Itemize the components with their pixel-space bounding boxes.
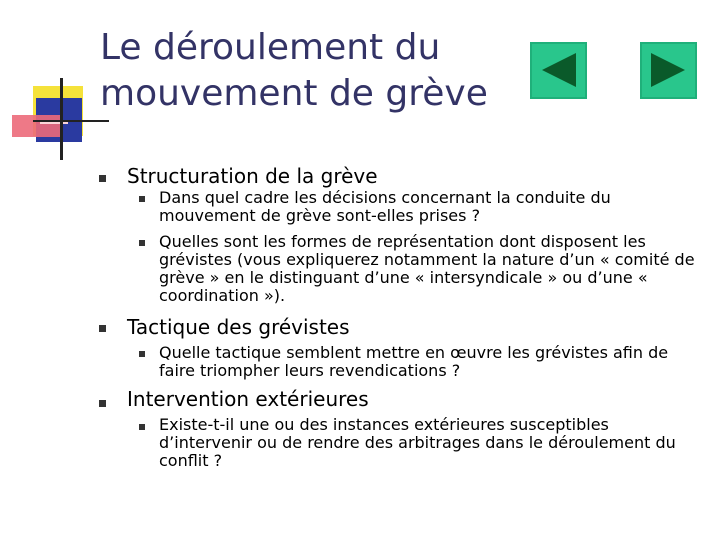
list-item: Quelle tactique semblent mettre en œuvre les grévistes afin de faire triompher leurs revendications ? xyxy=(159,343,669,380)
title-line-1: Le déroulement du xyxy=(100,27,441,68)
bullet-icon xyxy=(139,351,145,357)
bullet-icon xyxy=(99,175,106,182)
section-heading: Tactique des grévistes xyxy=(127,315,350,339)
bullet-icon xyxy=(139,240,145,246)
list-item: Quelles sont les formes de représentation dont disposent les grévistes (vous expliquerez notamment la nature d’un « comité de grève » en le distinguant d’une « intersyndicale » ou d’une « coordination »). xyxy=(159,232,695,305)
bullet-icon xyxy=(99,325,106,332)
list-item: Existe-t-il une ou des instances extérieures susceptibles d’intervenir ou de rendre des arbitrages dans le déroulement du conflit ? xyxy=(159,415,676,470)
title-line-2: mouvement de grève xyxy=(100,73,488,114)
section-heading: Intervention extérieures xyxy=(127,387,369,411)
bullet-icon xyxy=(139,196,145,202)
section-heading: Structuration de la grève xyxy=(127,164,378,188)
bullet-icon xyxy=(99,400,106,407)
list-item: Dans quel cadre les décisions concernant la conduite du mouvement de grève sont-elles prises ? xyxy=(159,188,611,225)
bullet-icon xyxy=(139,424,145,430)
